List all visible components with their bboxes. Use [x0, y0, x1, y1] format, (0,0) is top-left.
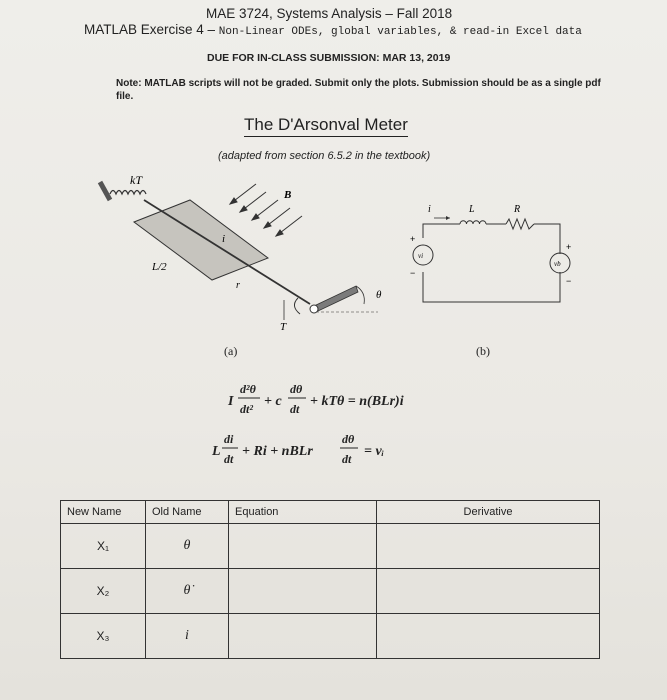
header-old-name: Old Name [146, 501, 229, 524]
equations [190, 373, 510, 483]
header-new-name: New Name [61, 501, 146, 524]
svg-text:L: L [212, 444, 221, 459]
label-kt: kT [130, 173, 142, 187]
vi-plus: + [410, 234, 416, 244]
header-derivative: Derivative [377, 501, 600, 524]
caption-b: (b) [476, 344, 490, 358]
vb-plus: + [566, 242, 572, 252]
cell-equation[interactable] [229, 524, 377, 569]
exercise-prefix: MATLAB Exercise 4 – [84, 22, 219, 37]
svg-text:dt: dt [290, 402, 300, 416]
label-t: T [280, 321, 287, 333]
caption-a: (a) [224, 344, 238, 358]
svg-text:dθ: dθ [290, 382, 303, 396]
cell-old-name: θ̇ [146, 569, 229, 614]
exercise-topic: Non-Linear ODEs, global variables, & read-in Excel data [218, 26, 582, 38]
meter-pointer [314, 286, 358, 312]
inductor-icon [460, 221, 486, 224]
submission-note: Note: MATLAB scripts will not be graded. Submit only the plots. Submission should be as a single pdf file. [116, 78, 601, 102]
cell-equation[interactable] [229, 614, 377, 659]
course-line: MAE 3724, Systems Analysis – Fall 2018 [206, 6, 453, 21]
cell-new-name: X₂ [61, 569, 146, 614]
header-equation: Equation [229, 501, 377, 524]
state-variable-table [60, 500, 600, 659]
svg-text:d²θ: d²θ [240, 382, 256, 396]
svg-text:dt: dt [342, 452, 352, 466]
vi-minus: − [410, 268, 416, 278]
vb-minus: − [566, 276, 572, 286]
svg-text:di: di [224, 432, 234, 446]
meter-diagram [100, 173, 382, 333]
cell-new-name: X₁ [61, 524, 146, 569]
svg-text:dt²: dt² [240, 402, 253, 416]
equation-2 [211, 432, 384, 466]
resistor-icon [506, 219, 534, 229]
equation-1 [227, 382, 404, 416]
section-subtitle: (adapted from section 6.5.2 in the textbook) [218, 150, 431, 162]
circuit-diagram [410, 204, 571, 302]
cell-new-name: X₃ [61, 614, 146, 659]
shaft [144, 200, 310, 304]
label-l-half: L/2 [152, 261, 167, 273]
cell-derivative[interactable] [377, 569, 600, 614]
label-r: r [236, 280, 240, 291]
svg-text:dt: dt [224, 452, 234, 466]
label-theta: θ [376, 289, 382, 301]
label-vb: vb [554, 260, 561, 268]
table-header-row [61, 501, 600, 524]
torque-arrow [294, 298, 300, 314]
exercise-line [84, 22, 582, 38]
svg-text:dθ: dθ [342, 432, 355, 446]
label-coil-current: i [222, 233, 226, 245]
table-row [61, 614, 600, 659]
section-title: The D'Arsonval Meter [244, 115, 408, 137]
label-circuit-r: R [514, 204, 521, 215]
cell-old-name: i [146, 614, 229, 659]
label-vi: vi [418, 252, 424, 260]
label-circuit-i: i [428, 204, 431, 215]
table-row [61, 569, 600, 614]
cell-equation[interactable] [229, 569, 377, 614]
label-circuit-l: L [469, 204, 475, 215]
label-b-field: B [284, 189, 292, 201]
svg-text:+ c: + c [264, 394, 282, 409]
svg-text:+ Ri + nBLr: + Ri + nBLr [242, 444, 313, 459]
svg-text:+ kTθ = n(BLr)i: + kTθ = n(BLr)i [310, 394, 404, 409]
darsonval-figure [88, 170, 608, 365]
cell-derivative[interactable] [377, 614, 600, 659]
svg-text:I: I [228, 394, 234, 409]
wall-mount [100, 182, 110, 200]
cell-derivative[interactable] [377, 524, 600, 569]
torsion-spring-icon [110, 191, 146, 195]
cell-old-name: θ [146, 524, 229, 569]
table-row [61, 524, 600, 569]
svg-text:= vᵢ: = vᵢ [364, 444, 385, 459]
due-date: DUE FOR IN-CLASS SUBMISSION: MAR 13, 2019 [207, 52, 451, 64]
